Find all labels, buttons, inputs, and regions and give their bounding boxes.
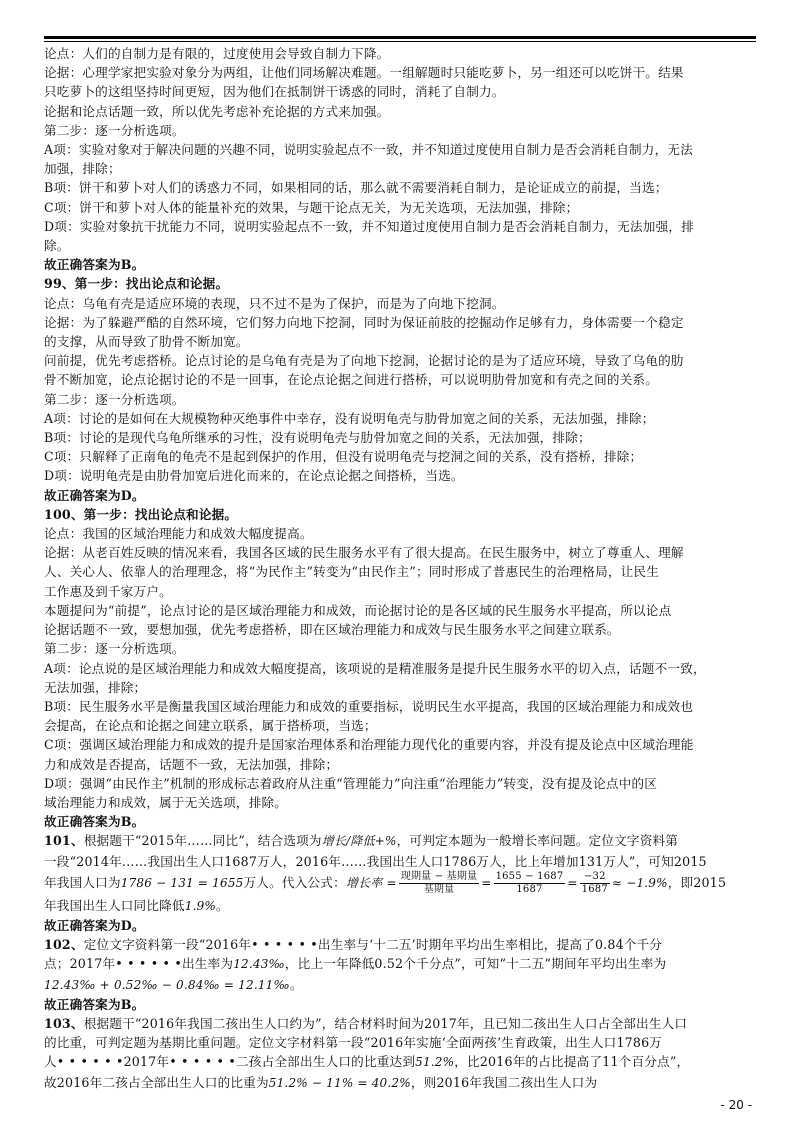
q101-line4 bbox=[44, 896, 756, 916]
text-line: 论据：为了躲避严酷的自然环境，它们努力向地下挖洞，同时为保证前肢的挖掘动作足够有力，身体需要一个稳定 bbox=[44, 314, 684, 330]
q103-line2: 的比重，可判定题为基期比重问题。定位文字材料第一段“2016年实施‘全面两孩’生育政策，出生人口1786万 bbox=[44, 1035, 663, 1051]
text-line: B项：饼干和萝卜对人们的诱惑力不同，如果相同的话，那么就不需要消耗自制力，是论证成立的前提，当选； bbox=[44, 180, 668, 196]
text-line: 除。 bbox=[44, 238, 70, 254]
text-line: 力和成效是否提高，话题不一致，无法加强，排除； bbox=[44, 756, 339, 772]
q101-text: ，即2015 bbox=[667, 874, 727, 890]
text-line: 论点：乌龟有壳是适应环境的表现，只不过不是为了保护，而是为了向地下挖洞。 bbox=[44, 295, 505, 311]
text-line: 本题提问为“前提”，论点讨论的是区域治理能力和成效，而论据讨论的是各区域的民生服务水平提高，所以论点 bbox=[44, 602, 672, 618]
q102-text: 。 bbox=[289, 976, 303, 992]
text-line: 第二步：逐一分析选项。 bbox=[44, 122, 185, 138]
growth-rate-label: 增长率 = bbox=[345, 875, 397, 890]
q102-line2 bbox=[44, 954, 756, 974]
q101-number: 101、 bbox=[44, 833, 84, 849]
fraction-numerator: 1655 − 1687 bbox=[495, 870, 564, 882]
q103-text: 故2016年二孩占全部出生人口的比重为 bbox=[44, 1074, 269, 1090]
q101-line1 bbox=[44, 831, 756, 851]
text-line: B项：讨论的是现代乌龟所继承的习性，没有说明龟壳与肋骨加宽之间的关系，无法加强，排除； bbox=[44, 430, 591, 446]
formula-fraction bbox=[399, 871, 480, 896]
text-line: 第二步：逐一分析选项。 bbox=[44, 641, 185, 657]
q103-inline-math: 51.2% − 11% = 40.2% bbox=[268, 1075, 411, 1090]
q103-text: 根据题干“2016年我国二孩出生人口约为”，结合材料时间为2017年，且已知二孩出生人口占全部出生人口 bbox=[83, 1015, 688, 1031]
text-line: C项：只解释了正南龟的龟壳不是起到保护的作用，但没有说明龟壳与挖洞之间的关系，没有搭桥，排除； bbox=[44, 449, 643, 465]
text-line: C项：饼干和萝卜对人体的能量补充的效果，与题干论点无关，为无关选项，无法加强，排除； bbox=[44, 199, 579, 215]
text-line: D项：说明龟壳是由肋骨加宽后进化而来的，在论点论据之间搭桥，当选。 bbox=[44, 468, 464, 484]
q101-inline-math: 1786 − 131 = 1655 bbox=[120, 875, 244, 890]
text-line: 问前提，优先考虑搭桥。论点讨论的是乌龟有壳是为了向地下挖洞，论据讨论的是为了适应环境，导致了乌龟的肋 bbox=[44, 353, 684, 369]
fraction-denominator: 1687 bbox=[581, 883, 608, 895]
text-line: D项：实验对象抗干扰能力不同，说明实验起点不一致，并不知道过度使用自制力是否会消耗自制力，无法加强，排 bbox=[44, 218, 694, 234]
fraction-denominator: 基期量 bbox=[423, 883, 455, 895]
q103-text: ，比2016年的占比提高了11个百分点”， bbox=[454, 1054, 690, 1070]
text-line: A项：讨论的是如何在大规模物种灭绝事件中幸存，没有说明龟壳与肋骨加宽之间的关系，无法加强，排除； bbox=[44, 410, 655, 426]
fraction-numerator: 现期量 − 基期量 bbox=[400, 870, 478, 882]
q102-line3 bbox=[44, 975, 756, 995]
q103-number: 103、 bbox=[44, 1015, 84, 1031]
q101-text: 年我国人口为 bbox=[44, 874, 121, 890]
q102-inline-math: 12.43‰ + 0.52‰ − 0.84‰ = 12.11‰ bbox=[44, 977, 290, 992]
answer-line: 故正确答案为D。 bbox=[44, 917, 145, 933]
answer-line: 故正确答案为B。 bbox=[44, 257, 145, 273]
text-line: A项：实验对象对于解决问题的兴趣不同，说明实验起点不一致，并不知道过度使用自制力是否会消耗自制力，无法 bbox=[44, 142, 693, 158]
q103-text: ，则2016年我国二孩出生人口为 bbox=[410, 1074, 598, 1090]
formula-fraction bbox=[494, 871, 566, 896]
text-line: 只吃萝卜的这组坚持时间更短，因为他们在抵制饼干诱惑的同时，消耗了自制力。 bbox=[44, 84, 505, 100]
fraction-numerator: −32 bbox=[580, 871, 610, 884]
answer-line: 故正确答案为B。 bbox=[44, 996, 145, 1012]
q101-line3: 年我国人口为1786 − 131 = 1655万人。代入公式：增长率 = $\frac{\text{现期量 − 基期量}}{\text{基期量}}$ = $\frac{1655 - 1687}{1687}$ = $\frac{-32}{1687}$ ≈ −1.9%，即2015 bbox=[44, 870, 727, 895]
text-line: C项：强调区域治理能力和成效的提升是国家治理体系和治理能力现代化的重要内容，并没有提及论点中区域治理能 bbox=[44, 737, 694, 753]
q101-text: 年我国出生人口同比降低 bbox=[44, 897, 185, 913]
text-line: 论据和论点话题一致，所以优先考虑补充论据的方式来加强。 bbox=[44, 103, 390, 119]
q101-line2: 一段“2014年……我国出生人口1687万人，2016年……我国出生人口1786万人，比上年增加131万人”，可知2015 bbox=[44, 853, 707, 869]
text-line: 会提高，在论点和论据之间建立联系，属于搭桥项，当选； bbox=[44, 718, 377, 734]
page-number: - 20 - bbox=[720, 1098, 752, 1112]
q103-line4 bbox=[44, 1073, 756, 1093]
text-line: 论据话题不一致，要想加强，优先考虑搭桥，即在区域治理能力和成效与民生服务水平之间建立联系。 bbox=[44, 622, 620, 638]
text-line: 无法加强，排除； bbox=[44, 679, 147, 695]
text-line: 人、关心人、依靠人的治理理念，将“为民作主”转变为“由民作主”；同时形成了普惠民生的治理格局，让民生 bbox=[44, 564, 660, 580]
q103-text: 人• • • • • •2017年• • • • • •二孩占全部出生人口的比重达到 bbox=[44, 1054, 416, 1070]
text-line: 工作惠及到千家万户。 bbox=[44, 583, 172, 599]
q102-number: 102、 bbox=[44, 937, 84, 953]
text-line: 域治理能力和成效，属于无关选项，排除。 bbox=[44, 794, 288, 810]
q102-text: 定位文字资料第一段“2016年• • • • • •出生率与‘十二五’时期年平均出生率相比，提高了0.84个千分 bbox=[83, 937, 663, 953]
q101-text: 万人。代入公式： bbox=[243, 874, 346, 890]
q101-inline-math: 增长/降低+% bbox=[321, 834, 397, 849]
q102-inline-math: 12.43‰ bbox=[233, 957, 285, 972]
text-line: B项：民生服务水平是衡量我国区域治理能力和成效的重要指标，说明民生水平提高，我国的区域治理能力和成效也 bbox=[44, 698, 694, 714]
q101-inline-math: 1.9% bbox=[184, 898, 217, 913]
text-line: 骨不断加宽，论点论据讨论的不是一回事，在论点论据之间进行搭桥，可以说明肋骨加宽和有壳之间的关系。 bbox=[44, 372, 659, 388]
answer-line: 故正确答案为D。 bbox=[44, 487, 145, 503]
q101-text: 。 bbox=[216, 897, 229, 913]
text-line: D项：强调“由民作主”机制的形成标志着政府从注重“管理能力”向注重“治理能力”转变，没有提及论点中的区 bbox=[44, 775, 658, 791]
fraction-denominator: 1687 bbox=[516, 883, 543, 895]
question-heading: 99、第一步：找出论点和论据。 bbox=[44, 276, 229, 292]
question-heading: 100、第一步：找出论点和论据。 bbox=[44, 506, 238, 522]
formula-fraction bbox=[580, 871, 610, 896]
q102-line1 bbox=[44, 935, 756, 954]
q102-text: 点；2017年• • • • • •出生率为 bbox=[44, 956, 234, 972]
formula-result: ≈ −1.9% bbox=[611, 875, 668, 890]
header-rule-thin bbox=[44, 41, 756, 42]
q103-inline-math: 51.2% bbox=[415, 1055, 455, 1070]
answer-line: 故正确答案为B。 bbox=[44, 814, 145, 830]
document-body bbox=[44, 44, 756, 1093]
q102-text: ，比上一年降低0.52个千分点”，可知“十二五”期间年平均出生率为 bbox=[284, 956, 667, 972]
q101-text: ，可判定本题为一般增长率问题。定位文字资料第 bbox=[396, 833, 679, 849]
text-line: 第二步：逐一分析选项。 bbox=[44, 391, 185, 407]
text-line: 论点：我国的区域治理能力和成效大幅度提高。 bbox=[44, 526, 313, 542]
text-line: 论据：从老百姓反映的情况来看，我国各区域的民生服务水平有了很大提高。在民生服务中，树立了尊重人、理解 bbox=[44, 545, 684, 561]
text-line: 论据：心理学家把实验对象分为两组，让他们同场解决难题。一组解题时只能吃萝卜，另一组还可以吃饼干。结果 bbox=[44, 65, 684, 81]
text-line: 的支撑，从而导致了肋骨不断加宽。 bbox=[44, 334, 249, 350]
text-line: A项：论点说的是区域治理能力和成效大幅度提高，该项说的是精准服务是提升民生服务水平的切入点，话题不一致， bbox=[44, 660, 706, 676]
q101-text: 根据题干“2015年……同比”，结合选项为 bbox=[83, 833, 322, 849]
q103-line1 bbox=[44, 1014, 756, 1033]
q103-line3 bbox=[44, 1052, 756, 1072]
header-rule-thick bbox=[44, 36, 756, 39]
text-line: 加强，排除； bbox=[44, 161, 121, 177]
text-line: 论点：人们的自制力是有限的，过度使用会导致自制力下降。 bbox=[44, 46, 390, 61]
